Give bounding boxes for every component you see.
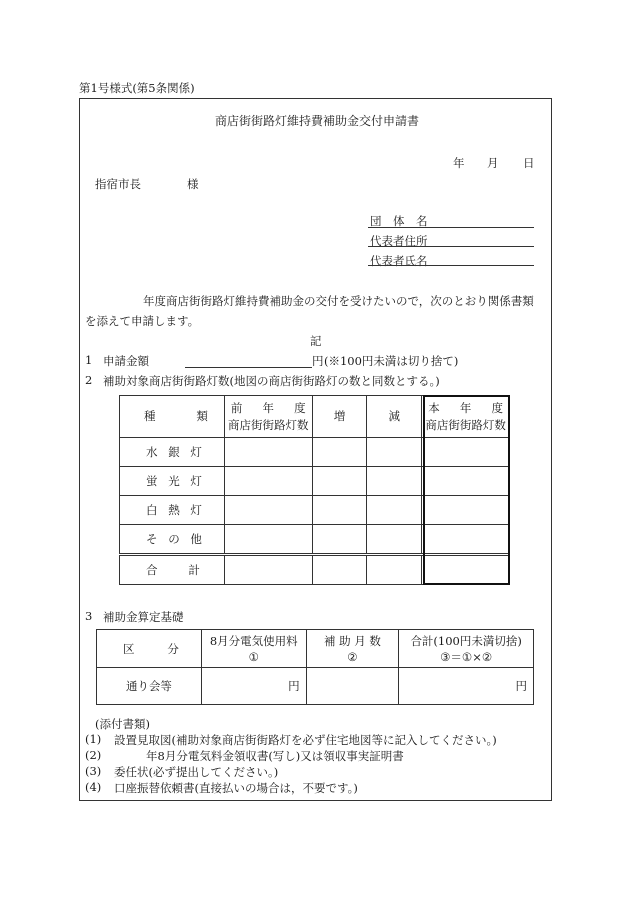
cell-input[interactable]: [224, 496, 312, 525]
cell-input[interactable]: [367, 467, 422, 496]
attachment-num-1: (1): [85, 732, 102, 746]
subsidy-months-input[interactable]: [306, 668, 399, 705]
cell-input[interactable]: [312, 555, 367, 585]
applicant-org-line: [368, 227, 534, 228]
item1-number: 1: [85, 353, 93, 367]
table-row: [120, 438, 510, 467]
item1-amount-line: [185, 367, 312, 368]
applicant-address-line: [368, 246, 534, 247]
cell-input[interactable]: [422, 525, 510, 555]
header-decrease: 減: [367, 396, 422, 438]
attachment-text-2: 年8月分電気料金領収書(写し)又は領収事実証明書: [146, 749, 404, 763]
cell-input[interactable]: [367, 438, 422, 467]
applicant-name-line: [368, 265, 534, 266]
date-day: 日: [523, 156, 535, 170]
date-year: 年: [453, 156, 465, 170]
applicant-org-label: 団 体 名: [370, 214, 428, 228]
cell-input[interactable]: [224, 467, 312, 496]
row-label-mercury: 水 銀 灯: [120, 438, 225, 467]
attachments-heading: (添付書類): [95, 717, 150, 731]
cell-input[interactable]: [224, 438, 312, 467]
header-total: 合計(100円未満切捨) ③＝①×②: [399, 630, 534, 668]
cell-input[interactable]: [224, 555, 312, 585]
cell-input[interactable]: [224, 525, 312, 555]
attachment-num-2: (2): [85, 748, 102, 762]
body-text-line1: 年度商店街街路灯維持費補助金の交付を受けたいので，次のとおり関係書類: [143, 294, 534, 308]
cell-input[interactable]: [422, 467, 510, 496]
attachment-num-4: (4): [85, 780, 102, 794]
addressee-name: 指宿市長: [95, 177, 141, 191]
cell-input[interactable]: [422, 438, 510, 467]
addressee-honorific: 様: [187, 177, 199, 191]
table-row: [120, 467, 510, 496]
item3-label: 補助金算定基礎: [103, 610, 184, 624]
item1-unit: 円: [312, 354, 324, 368]
date-month: 月: [487, 156, 499, 170]
cell-input[interactable]: [312, 438, 367, 467]
applicant-name-label: 代表者氏名: [370, 254, 428, 268]
ki-label: 記: [310, 334, 322, 348]
total-input[interactable]: 円: [399, 668, 534, 705]
attachment-text-3: 委任状(必ず提出してください。): [114, 765, 279, 779]
cell-input[interactable]: [312, 496, 367, 525]
cell-input[interactable]: [422, 496, 510, 525]
item1-note: (※100円未満は切り捨て): [324, 354, 459, 368]
cell-input[interactable]: [367, 496, 422, 525]
cell-input[interactable]: [422, 555, 510, 585]
table-row: [120, 496, 510, 525]
cell-input[interactable]: [367, 555, 422, 585]
attachment-num-3: (3): [85, 764, 102, 778]
attachment-text-4: 口座振替依頼書(直接払いの場合は，不要です。): [114, 781, 358, 795]
header-current-year: 本 年 度 商店街街路灯数: [422, 396, 510, 438]
item3-number: 3: [85, 609, 93, 623]
electricity-fee-input[interactable]: 円: [201, 668, 306, 705]
item2-label: 補助対象商店街街路灯数(地図の商店街街路灯の数と同数とする。): [103, 374, 440, 388]
body-text-line2: を添えて申請します。: [85, 314, 200, 328]
header-kind: 種 類: [120, 396, 225, 438]
row-label-fluorescent: 蛍 光 灯: [120, 467, 225, 496]
header-category: 区 分: [97, 630, 202, 668]
row-label-association: 通り会等: [97, 668, 202, 705]
header-prev-year: 前 年 度 商店街街路灯数: [224, 396, 312, 438]
table-row-total: [120, 555, 510, 585]
form-title: 商店街街路灯維持費補助金交付申請書: [215, 114, 420, 128]
header-electricity-fee: 8月分電気使用料 ①: [201, 630, 306, 668]
header-increase: 増: [312, 396, 367, 438]
attachment-text-1: 設置見取図(補助対象商店街街路灯を必ず住宅地図等に記入してください。): [114, 733, 497, 747]
lamp-count-table: [119, 395, 510, 585]
header-subsidy-months: 補 助 月 数 ②: [306, 630, 399, 668]
cell-input[interactable]: [312, 525, 367, 555]
table-row: [97, 668, 534, 705]
form-number: 第1号様式(第5条関係): [79, 81, 195, 95]
cell-input[interactable]: [367, 525, 422, 555]
subsidy-calculation-table: [96, 629, 534, 705]
row-label-other: そ の 他: [120, 525, 225, 555]
applicant-address-label: 代表者住所: [370, 234, 428, 248]
item2-number: 2: [85, 373, 93, 387]
cell-input[interactable]: [312, 467, 367, 496]
row-label-total: 合 計: [120, 555, 225, 585]
item1-label: 申請金額: [103, 354, 149, 368]
table-row: [120, 525, 510, 555]
row-label-incandescent: 白 熱 灯: [120, 496, 225, 525]
